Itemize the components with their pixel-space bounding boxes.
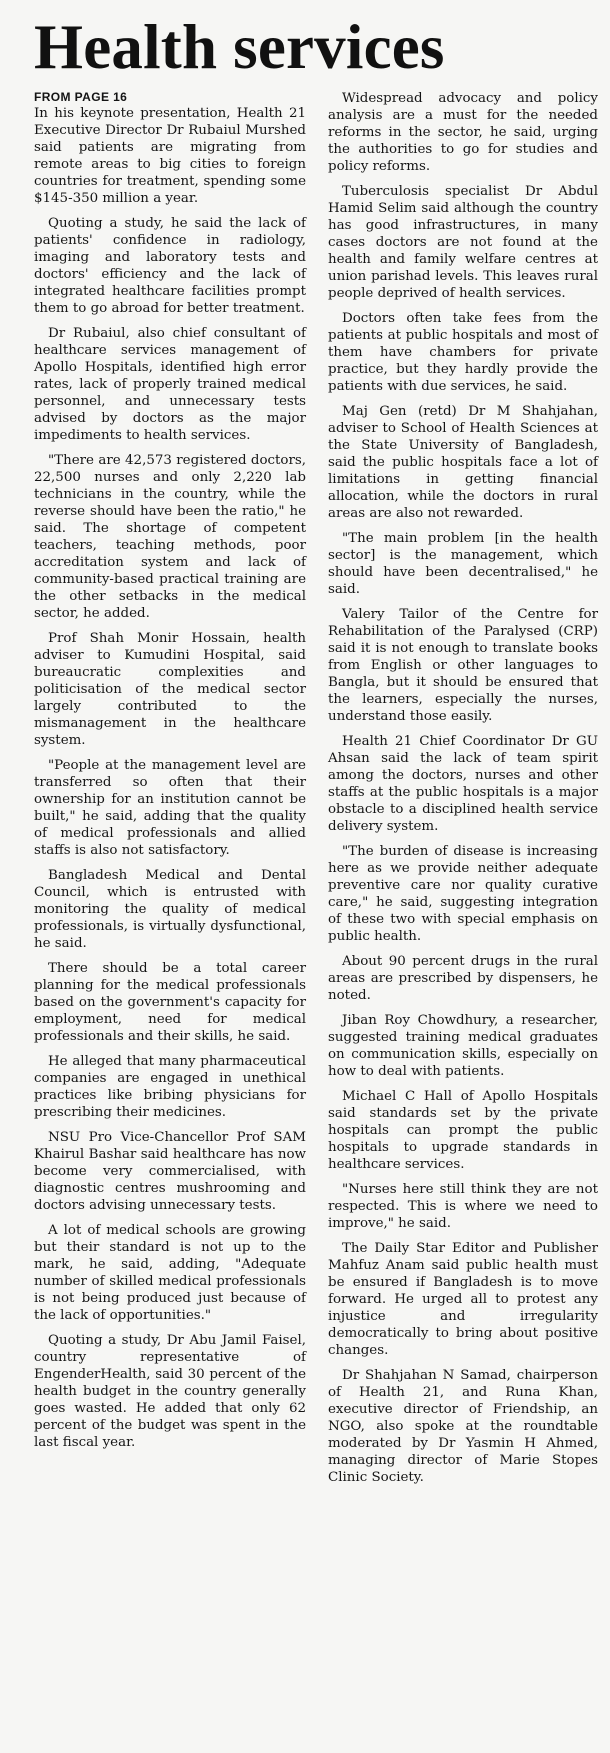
paragraph: Dr Rubaiul, also chief consultant of healthcare services management of Apollo Hospitals, identified high error rates, lack of properly trained medical personnel, and unnecessary tests advised by doctors as the major impediments to health services.	[34, 326, 306, 443]
paragraph: In his keynote presentation, Health 21 Executive Director Dr Rubaiul Murshed said patients are migrating from remote areas to big cities to foreign countries for treatment, spending some $145-350 million a year.	[34, 106, 306, 206]
continuation-kicker: FROM PAGE 16	[34, 90, 128, 104]
paragraph: NSU Pro Vice-Chancellor Prof SAM Khairul Bashar said healthcare has now become very commercialised, with diagnostic centres mushrooming and doctors advising unnecessary tests.	[34, 1130, 306, 1213]
paragraph: Tuberculosis specialist Dr Abdul Hamid Selim said although the country has good infrastructures, in many cases doctors are not found at the health and family welfare centres at union parishad levels. This leaves rural people deprived of health services.	[328, 184, 598, 301]
paragraph: Michael C Hall of Apollo Hospitals said standards set by the private hospitals can prompt the public hospitals to upgrade standards in healthcare services.	[328, 1089, 598, 1172]
paragraph: Health 21 Chief Coordinator Dr GU Ahsan said the lack of team spirit among the doctors, nurses and other staffs at the public hospitals is a major obstacle to a disciplined health service delivery system.	[328, 734, 598, 834]
paragraph: Widespread advocacy and policy analysis are a must for the needed reforms in the sector, he said, urging the authorities to go for studies and policy reforms.	[328, 91, 598, 174]
headline: Health services	[34, 12, 445, 82]
paragraph: "There are 42,573 registered doctors, 22,500 nurses and only 2,220 lab technicians in the country, while the reverse should have been the ratio," he said. The shortage of competent teachers, teaching methods, poor accreditation system and lack of community-based practical training are the other setbacks in the medical sector, he added.	[34, 453, 306, 621]
paragraph: Quoting a study, he said the lack of patients' confidence in radiology, imaging and laboratory tests and doctors' efficiency and the lack of integrated healthcare facilities prompt them to go abroad for better treatment.	[34, 216, 306, 316]
left-column	[34, 90, 306, 1494]
right-column	[328, 90, 598, 1494]
paragraph: Doctors often take fees from the patients at public hospitals and most of them have chambers for private practice, but they hardly provide the patients with due services, he said.	[328, 311, 598, 394]
paragraph: Maj Gen (retd) Dr M Shahjahan, adviser to School of Health Sciences at the State University of Bangladesh, said the public hospitals face a lot of limitations in getting financial allocation, while the doctors in rural areas are also not rewarded.	[328, 404, 598, 521]
paragraph: There should be a total career planning for the medical professionals based on the government's capacity for employment, need for medical professionals and their skills, he said.	[34, 961, 306, 1044]
paragraph: "The burden of disease is increasing here as we provide neither adequate preventive care nor quality curative care," he said, suggesting integration of these two with special emphasis on public health.	[328, 844, 598, 944]
paragraph: Dr Shahjahan N Samad, chairperson of Health 21, and Runa Khan, executive director of Friendship, an NGO, also spoke at the roundtable moderated by Dr Yasmin H Ahmed, managing director of Marie Stopes Clinic Society.	[328, 1368, 598, 1485]
paragraph: Prof Shah Monir Hossain, health adviser to Kumudini Hospital, said bureaucratic complexities and politicisation of the medical sector largely contributed to the mismanagement in the healthcare system.	[34, 631, 306, 748]
paragraph: A lot of medical schools are growing but their standard is not up to the mark, he said, adding, "Adequate number of skilled medical professionals is not being produced just because of the lack of opportunities."	[34, 1223, 306, 1323]
paragraph: Valery Tailor of the Centre for Rehabilitation of the Paralysed (CRP) said it is not enough to translate books from English or other languages to Bangla, but it should be ensured that the learners, especially the nurses, understand those easily.	[328, 607, 598, 724]
paragraph: "Nurses here still think they are not respected. This is where we need to improve," he said.	[328, 1182, 598, 1231]
paragraph: About 90 percent drugs in the rural areas are prescribed by dispensers, he noted.	[328, 954, 598, 1003]
paragraph: Quoting a study, Dr Abu Jamil Faisel, country representative of EngenderHealth, said 30 percent of the health budget in the country generally goes wasted. He added that only 62 percent of the budget was spent in the last fiscal year.	[34, 1333, 306, 1450]
paragraph: Jiban Roy Chowdhury, a researcher, suggested training medical graduates on communication skills, especially on how to deal with patients.	[328, 1013, 598, 1079]
paragraph: The Daily Star Editor and Publisher Mahfuz Anam said public health must be ensured if Bangladesh is to move forward. He urged all to protest any injustice and irregularity democratically to bring about positive changes.	[328, 1241, 598, 1358]
paragraph: He alleged that many pharmaceutical companies are engaged in unethical practices like bribing physicians for prescribing their medicines.	[34, 1054, 306, 1120]
paragraph: Bangladesh Medical and Dental Council, which is entrusted with monitoring the quality of medical professionals, is virtually dysfunctional, he said.	[34, 868, 306, 951]
paragraph: "People at the management level are transferred so often that their ownership for an institution cannot be built," he said, adding that the quality of medical professionals and allied staffs is also not satisfactory.	[34, 758, 306, 858]
article-columns	[34, 90, 598, 1494]
paragraph: "The main problem [in the health sector] is the management, which should have been decentralised," he said.	[328, 531, 598, 597]
